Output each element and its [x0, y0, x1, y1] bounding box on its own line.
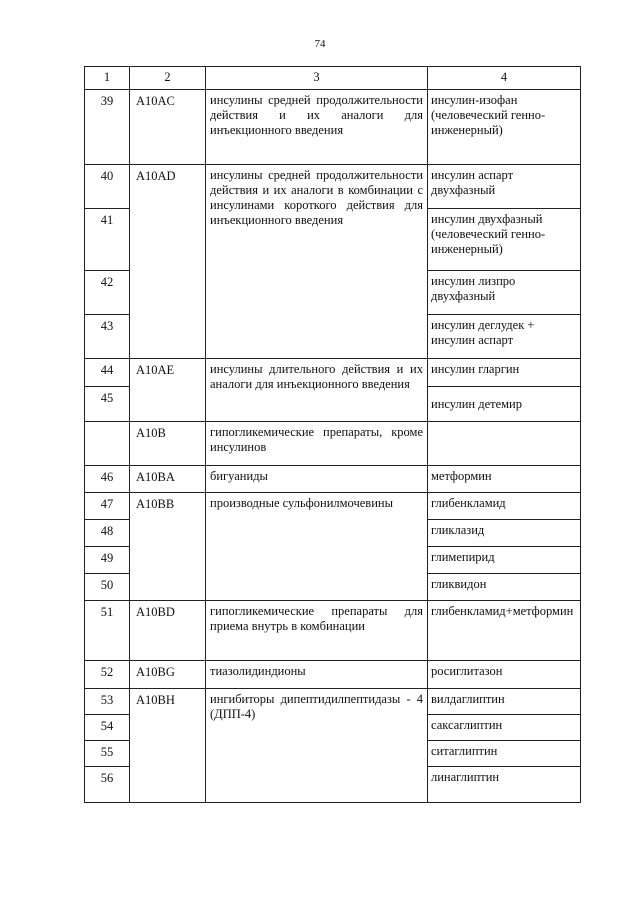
drug-name: линаглиптин	[428, 767, 581, 803]
table-row	[85, 493, 581, 520]
group-description: бигуаниды	[206, 466, 428, 493]
atc-code: A10AC	[130, 90, 206, 165]
row-number: 40	[85, 165, 130, 209]
group-description: инсулины средней продолжительности действия и их аналоги в комбинации с инсулинами короткого действия для инъекционного введения	[206, 165, 428, 359]
row-number: 48	[85, 520, 130, 547]
atc-code: A10BB	[130, 493, 206, 601]
table-row	[85, 90, 581, 165]
drug-name: вилдаглиптин	[428, 689, 581, 715]
atc-code: A10BH	[130, 689, 206, 803]
drug-name: глимепирид	[428, 547, 581, 574]
table-row	[85, 661, 581, 689]
drug-name: инсулин детемир	[428, 387, 581, 422]
group-description: инсулины длительного действия и их аналоги для инъекционного введения	[206, 359, 428, 422]
row-number: 51	[85, 601, 130, 661]
table-row	[85, 466, 581, 493]
row-number: 49	[85, 547, 130, 574]
header-cell: 2	[130, 67, 206, 90]
group-description: ингибиторы дипептидилпептидазы - 4 (ДПП-4)	[206, 689, 428, 803]
drug-name: росиглитазон	[428, 661, 581, 689]
group-description: инсулины средней продолжительности действия и их аналоги для инъекционного введения	[206, 90, 428, 165]
drug-table	[84, 66, 581, 803]
row-number: 55	[85, 741, 130, 767]
row-number: 54	[85, 715, 130, 741]
table-row	[85, 601, 581, 661]
table-row	[85, 359, 581, 387]
atc-code: A10BA	[130, 466, 206, 493]
drug-name: глибенкламид	[428, 493, 581, 520]
drug-name: гликлазид	[428, 520, 581, 547]
group-description: производные сульфонилмочевины	[206, 493, 428, 601]
row-number: 41	[85, 209, 130, 271]
drug-name: метформин	[428, 466, 581, 493]
group-description: тиазолидиндионы	[206, 661, 428, 689]
drug-name: инсулин гларгин	[428, 359, 581, 387]
table-header-row	[85, 67, 581, 90]
row-number: 46	[85, 466, 130, 493]
table-row	[85, 165, 581, 209]
drug-name: саксаглиптин	[428, 715, 581, 741]
header-cell: 4	[428, 67, 581, 90]
drug-name: инсулин-изофан (человеческий генно-инженерный)	[428, 90, 581, 165]
drug-name: инсулин аспарт двухфазный	[428, 165, 581, 209]
header-cell: 1	[85, 67, 130, 90]
atc-code: A10BD	[130, 601, 206, 661]
row-number: 39	[85, 90, 130, 165]
row-number: 53	[85, 689, 130, 715]
atc-code: A10AE	[130, 359, 206, 422]
group-description: гипогликемические препараты, кроме инсулинов	[206, 422, 428, 466]
row-number: 44	[85, 359, 130, 387]
group-description: гипогликемические препараты для приема внутрь в комбинации	[206, 601, 428, 661]
atc-code: A10BG	[130, 661, 206, 689]
drug-name: инсулин деглудек + инсулин аспарт	[428, 315, 581, 359]
row-number: 43	[85, 315, 130, 359]
row-number: 45	[85, 387, 130, 422]
row-number: 47	[85, 493, 130, 520]
drug-name: глибенкламид+метформин	[428, 601, 581, 661]
row-number: 50	[85, 574, 130, 601]
page-number: 74	[314, 38, 326, 50]
header-cell: 3	[206, 67, 428, 90]
drug-name: ситаглиптин	[428, 741, 581, 767]
atc-code: A10B	[130, 422, 206, 466]
drug-name: инсулин двухфазный (человеческий генно-инженерный)	[428, 209, 581, 271]
row-number: 52	[85, 661, 130, 689]
table-row	[85, 422, 581, 466]
drug-name: гликвидон	[428, 574, 581, 601]
drug-name: инсулин лизпро двухфазный	[428, 271, 581, 315]
atc-code: A10AD	[130, 165, 206, 359]
drug-name	[428, 422, 581, 466]
row-number: 42	[85, 271, 130, 315]
row-number	[85, 422, 130, 466]
row-number: 56	[85, 767, 130, 803]
table-row	[85, 689, 581, 715]
